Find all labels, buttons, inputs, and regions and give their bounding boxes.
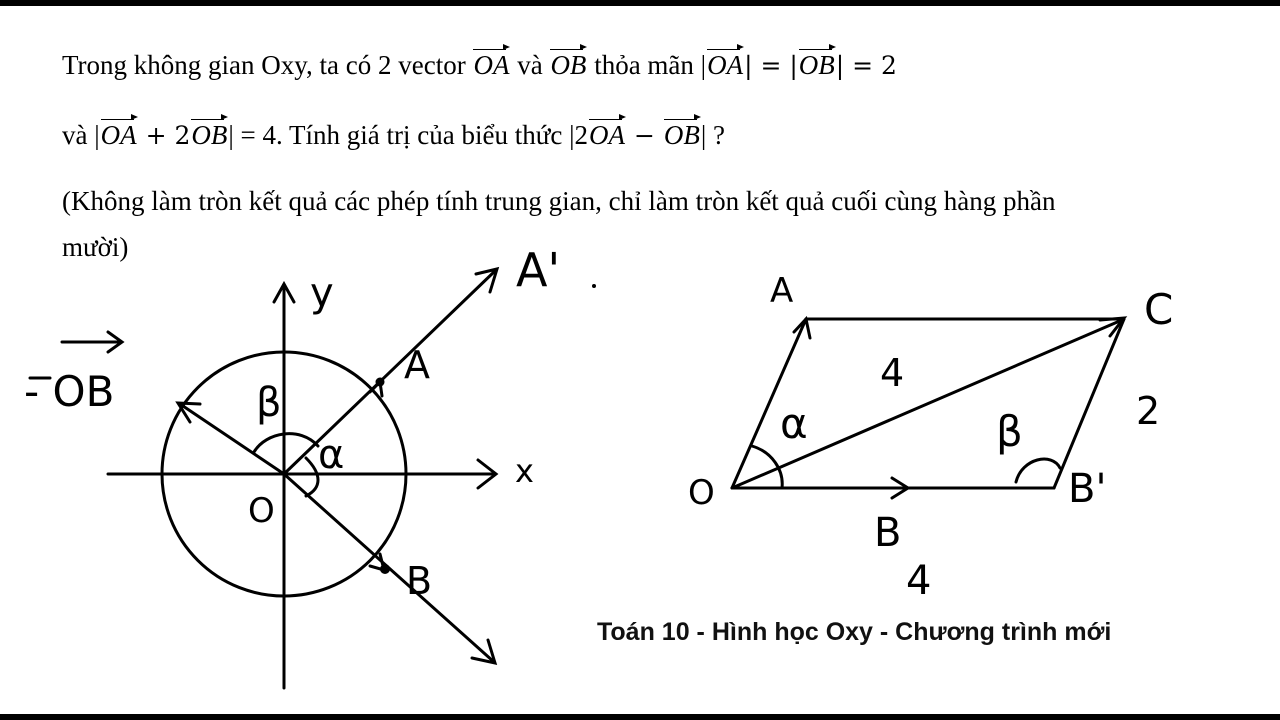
vector-oa: OA (100, 120, 137, 150)
course-footer: Toán 10 - Hình học Oxy - Chương trình mới (597, 618, 1112, 646)
angle-beta-arc-right (1016, 459, 1060, 482)
vector-ob: OB (663, 120, 700, 150)
vector-oa: OA (589, 120, 625, 150)
label-b-left: B (406, 559, 433, 603)
vector-ob: OB (550, 50, 587, 80)
text-segment: | ? (700, 120, 725, 150)
problem-note: (Không làm tròn kết quả các phép tính trung gian, chỉ làm tròn kết quả cuối cùng hàng phần (62, 186, 1056, 216)
label-y: y (310, 270, 334, 316)
problem-note-cont: mười) (62, 232, 129, 262)
point-a (376, 378, 385, 387)
text-segment: | = 2 (835, 51, 897, 80)
vector-oa: OA (707, 50, 744, 80)
stray-dot (592, 284, 596, 288)
label-beta-left: β (256, 380, 282, 426)
text-segment: | = | (744, 51, 798, 80)
label-a-prime: A' (516, 243, 561, 297)
vector-ob: OB (191, 120, 228, 150)
label-a-right: A (770, 271, 794, 311)
label-beta-right: β (996, 407, 1023, 456)
vector-oa: OA (473, 50, 510, 80)
text-segment: | = 4. Tính giá trị của biểu thức |2 (228, 120, 588, 150)
diagram-canvas (0, 6, 1280, 714)
label-oc-length: 4 (880, 351, 905, 395)
text-segment: và | (62, 120, 100, 150)
text-segment: Trong không gian Oxy, ta có 2 vector (62, 50, 473, 80)
label-o-right: O (688, 473, 715, 513)
label-alpha-right: α (780, 399, 808, 448)
text-segment: − (626, 121, 663, 150)
label-a-left: A (404, 343, 430, 387)
vector-arrow-icon (62, 332, 122, 352)
angle-alpha-arc-right (752, 446, 782, 488)
arrow-minus-ob-icon (178, 403, 200, 422)
label-minus-ob: - OB (24, 367, 115, 416)
text-segment: và (510, 50, 550, 80)
left-figure (30, 269, 497, 688)
text-segment: + 2 (137, 121, 191, 150)
label-b-right: B (874, 510, 902, 556)
text-segment: thỏa mãn | (587, 50, 707, 80)
vector-ob: OB (798, 50, 835, 80)
label-b-prime: B' (1068, 466, 1107, 512)
label-alpha-left: α (318, 432, 345, 478)
label-bc-length: 2 (1136, 389, 1161, 433)
label-ob-length: 4 (906, 558, 932, 604)
label-x: x (515, 452, 534, 490)
label-c: C (1144, 285, 1174, 334)
angle-alpha-arc (306, 458, 318, 496)
label-o-left: O (248, 491, 275, 531)
point-b (380, 564, 390, 574)
whiteboard (0, 6, 1280, 714)
